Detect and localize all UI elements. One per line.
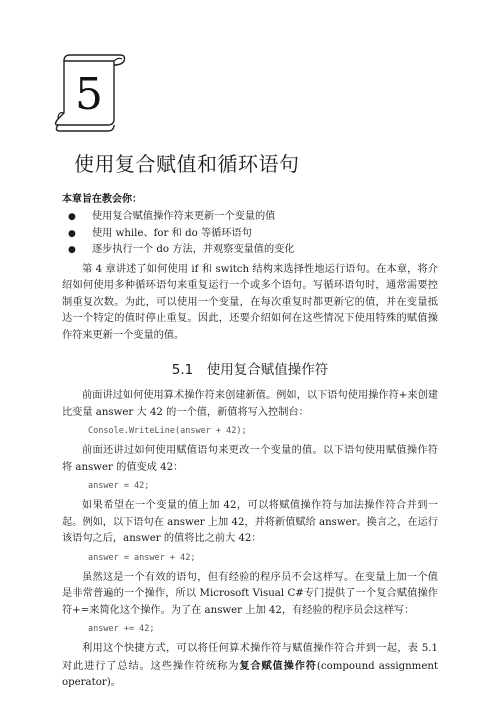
code-snippet: Console.WriteLine(answer + 42); [88,426,247,436]
list-item: ● 使用复合赋值操作符来更新一个变量的值 [62,209,438,226]
list-item: ● 逐步执行一个 do 方法，并观察变量值的变化 [62,242,438,259]
bullet-icon: ● [68,212,76,222]
intro-paragraph: 第 4 章讲述了如何使用 if 和 switch 结构来选择性地运行语句。在本章，将介绍如何使用多种循环语句来重复运行一个或多个语句。写循环语句时，通常需要控制重复次数。为此，可以使用一个变量，在每次重复时都更新它的值，并在变量抵达一个特定的值时停止重复。因此，还要介绍如何在这些情况下使用特殊的赋值操作符来更新一个变量的值。 [62,263,438,341]
paragraph: 前面讲过如何使用算术操作符来创建新值。例如，以下语句使用操作符+来创建比变量 answer 大 42 的一个值，新值将写入控制台： [62,390,438,418]
chapter-number-scroll-icon [54,53,126,133]
code-snippet: answer += 42; [88,624,155,634]
paragraph: 利用这个快捷方式，可以将任何算术操作符与赋值操作符合并到一起，表 5.1 对此进行了总结。这些操作符统称为复合赋值操作符(compound assignment operator)。 [62,643,439,688]
paragraph: 虽然这是一个有效的语句，但有经验的程序员不会这样写。在变量上加一个值是非常普遍的一个操作，所以 Microsoft Visual C#专门提供了一个复合赋值操作符+=来简化这个操作。为了在 answer 上加 42，有经验的程序员会这样写： [62,571,438,616]
chapter-title: 使用复合赋值和循环语句 [74,152,300,176]
goals-heading: 本章旨在教会你： [62,194,142,205]
list-item: ● 使用 while、for 和 do 等循环语句 [62,226,438,243]
page-body [62,190,438,692]
paragraph: 如果希望在一个变量的值上加 42，可以将赋值操作符与加法操作符合并到一起。例如，以下语句在 answer 上加 42，并将新值赋给 answer。换言之，在运行该语句之后，answer 的值将比之前大 42： [62,500,438,544]
paragraph: 前面还讲过如何使用赋值语句来更改一个变量的值。以下语句使用赋值操作符将 answer 的值变成 42： [62,445,438,473]
code-snippet: answer = answer + 42; [88,552,196,563]
chapter-number: 5 [75,69,103,120]
code-snippet: answer = 42; [88,481,150,491]
bullet-icon: ● [68,245,76,255]
section-heading: 5.1 使用复合赋值操作符 [171,362,329,378]
goals-list [62,209,438,259]
bullet-icon: ● [68,228,76,239]
term-bold: 复合赋值操作符 [239,659,317,672]
